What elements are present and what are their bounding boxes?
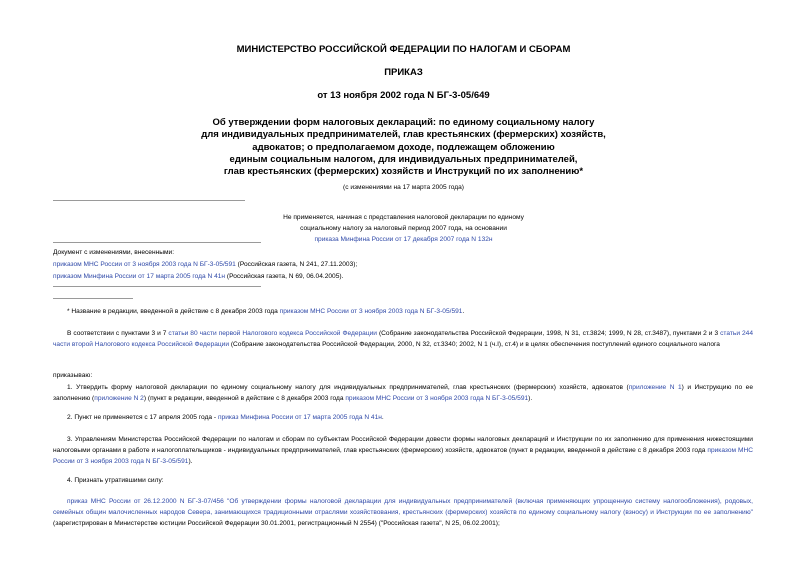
appendix-2-link[interactable]: приложение N 2 bbox=[94, 395, 144, 402]
item-3 bbox=[53, 434, 753, 467]
date-number-heading: от 13 ноября 2002 года N БГ-3-05/649 bbox=[317, 90, 490, 101]
preamble-text: В соответствии с пунктами 3 и 7 bbox=[67, 330, 169, 337]
title-line: Об утверждении форм налоговых деклараций: по единому социальному налогу bbox=[212, 117, 595, 128]
tax-code-part1-link[interactable]: статьи 80 части первой Налогового кодекса Российской Федерации bbox=[168, 330, 377, 337]
repealed-order-text: (зарегистрирован в Министерстве юстиции Российской Федерации 30.01.2001, регистрационный N 2554) ("Российская газета", N 25, 06.02.2001); bbox=[53, 520, 500, 527]
notice-line: Не применяется, начиная с представления налоговой декларации по единому bbox=[283, 214, 524, 221]
repealed-order bbox=[53, 496, 753, 529]
edition-note: (с изменениями на 17 марта 2005 года) bbox=[343, 184, 464, 191]
item-text: ). bbox=[188, 458, 193, 465]
item-4 bbox=[53, 475, 753, 486]
footnote-divider bbox=[53, 298, 133, 299]
item-text: 4. Признать утратившими силу: bbox=[67, 477, 164, 484]
item-text: ). bbox=[528, 395, 533, 402]
doc-type-heading: ПРИКАЗ bbox=[384, 67, 423, 78]
order-word bbox=[53, 370, 753, 381]
footnote-end: . bbox=[462, 308, 465, 315]
footnote-link[interactable]: приказом МНС России от 3 ноября 2003 года N БГ-3-05/591 bbox=[279, 308, 463, 315]
title-line: единым социальным налогом, для индивидуальных предпринимателей, bbox=[229, 153, 578, 165]
order-link[interactable]: приказом МНС России от 3 ноября 2003 года N БГ-3-05/591 bbox=[345, 395, 529, 402]
appendix-1-link[interactable]: приложение N 1 bbox=[628, 384, 682, 391]
item-text: 2. Пункт не применяется с 17 апреля 2005 года - bbox=[67, 414, 218, 421]
change-source: (Российская газета, N 69, 06.04.2005). bbox=[225, 273, 344, 280]
document-title bbox=[0, 117, 807, 178]
footnote-text: * Название в редакции, введенной в действие с 8 декабря 2003 года bbox=[67, 308, 280, 315]
title-line: для индивидуальных предпринимателей, глав крестьянских (фермерских) хозяйств, bbox=[201, 129, 606, 141]
change-link[interactable]: приказом МНС России от 3 ноября 2003 года N БГ-3-05/591 bbox=[53, 261, 236, 268]
item-text: ) и Инструкцию по ее заполнению ( bbox=[53, 384, 753, 402]
item-text: 1. Утвердить форму налоговой декларации по единому социальному налогу для индивидуальных предпринимателей, глав крестьянских (фермерских) хозяйств, адвокатов ( bbox=[67, 384, 629, 391]
divider bbox=[53, 242, 261, 243]
not-applied-notice bbox=[0, 212, 807, 245]
change-item bbox=[53, 259, 753, 271]
changes-intro: Документ с изменениями, внесенными: bbox=[53, 249, 175, 256]
notice-line: социальному налогу за налоговый период 2007 года, на основании bbox=[300, 225, 507, 232]
preamble-text: (Собрание законодательства Российской Федерации, 1998, N 31, ст.3824; 1999, N 28, ст.3487), пунктами 2 и 3 bbox=[377, 330, 721, 337]
divider bbox=[53, 286, 261, 287]
changes-block bbox=[53, 247, 753, 283]
tax-code-part2-link[interactable]: статьи 244 части второй Налогового кодекса Российской Федерации bbox=[53, 330, 753, 348]
change-link[interactable]: приказом Минфина России от 17 марта 2005 года N 41н bbox=[53, 273, 226, 280]
change-item bbox=[53, 271, 753, 283]
repealed-order-link[interactable]: приказ МНС России от 26.12.2000 N БГ-3-07/456 "Об утверждении формы налоговой декларации для индивидуальных предпринимателей (включая применяющих упрощенную систему налогообложения), родовых, семейных общин малочисленных народов Севера, занимающихся традиционными отраслями хозяйствования, крестьянских (фермерских) хозяйств по единому социальному налогу (взносу) и Инструкции по ее заполнению" bbox=[53, 498, 753, 516]
preamble bbox=[53, 328, 753, 350]
order-link[interactable]: приказом МНС России от 3 ноября 2003 года N БГ-3-05/591 bbox=[53, 447, 753, 465]
title-line: глав крестьянских (фермерских) хозяйств и Инструкций по их заполнению* bbox=[223, 166, 584, 178]
preamble-text: (Собрание законодательства Российской Федерации, 2000, N 32, ст.3340; 2002, N 1 (ч.I), ст.4) и в целях обеспечения поступлений единого социального налога bbox=[229, 341, 720, 348]
divider bbox=[53, 200, 245, 201]
item-text: ) (пункт в редакции, введенной в действие с 8 декабря 2003 года bbox=[143, 395, 346, 402]
item-1 bbox=[53, 382, 753, 404]
item-text: . bbox=[381, 414, 384, 421]
change-source: (Российская газета, N 241, 27.11.2003); bbox=[235, 261, 358, 268]
item-text: 3. Управлениям Министерства Российской Федерации по налогам и сборам по субъектам Российской Федерации довести формы налоговых деклараций и Инструкции по их заполнению для применения нижестоящими налоговыми органами в работе и налогоплательщиков - индивидуальных предпринимателей, глав крестьянских (фермерских) хозяйств, адвокатов (пункт в редакции, введенной в действие с 8 декабря 2003 года bbox=[53, 436, 753, 454]
footnote bbox=[53, 306, 753, 317]
order-word-text: приказываю: bbox=[53, 372, 93, 379]
item-2 bbox=[53, 412, 753, 423]
title-line: адвокатов; о предполагаемом доходе, подлежащем обложению bbox=[252, 141, 555, 153]
notice-link[interactable]: приказа Минфина России от 17 декабря 2007 года N 132н bbox=[314, 236, 493, 243]
ministry-heading: МИНИСТЕРСТВО РОССИЙСКОЙ ФЕДЕРАЦИИ ПО НАЛОГАМ И СБОРАМ bbox=[236, 44, 571, 55]
order-link[interactable]: приказ Минфина России от 17 марта 2005 года N 41н bbox=[217, 414, 382, 421]
